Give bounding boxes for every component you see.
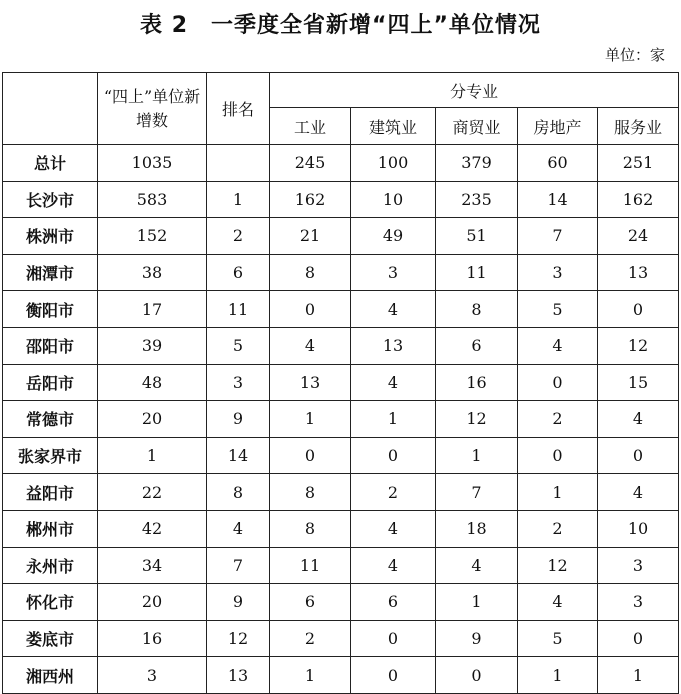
- table-row: [3, 584, 679, 621]
- table-row: [3, 510, 679, 547]
- region-cell: 总计: [3, 145, 98, 182]
- table-row: [3, 620, 679, 657]
- industry-value-cell: 3: [598, 584, 679, 621]
- total-cell: 22: [98, 474, 207, 511]
- industry-value-cell: 1: [518, 657, 598, 694]
- industry-value-cell: 1: [351, 401, 436, 438]
- industry-value-cell: 8: [270, 474, 351, 511]
- industry-value-cell: 3: [351, 254, 436, 291]
- region-cell: 岳阳市: [3, 364, 98, 401]
- industry-value-cell: 4: [598, 474, 679, 511]
- industry-value-cell: 2: [351, 474, 436, 511]
- industry-value-cell: 1: [270, 401, 351, 438]
- industry-value-cell: 0: [518, 364, 598, 401]
- industry-header-construction: 建筑业: [351, 108, 436, 145]
- total-cell: 3: [98, 657, 207, 694]
- industry-value-cell: 3: [598, 547, 679, 584]
- industry-value-cell: 245: [270, 145, 351, 182]
- total-cell: 34: [98, 547, 207, 584]
- industry-value-cell: 7: [436, 474, 518, 511]
- industry-value-cell: 2: [518, 401, 598, 438]
- industry-value-cell: 12: [436, 401, 518, 438]
- region-cell: 常德市: [3, 401, 98, 438]
- industry-value-cell: 13: [270, 364, 351, 401]
- total-cell: 16: [98, 620, 207, 657]
- table-row: [3, 401, 679, 438]
- industry-value-cell: 0: [351, 657, 436, 694]
- rank-cell: 13: [207, 657, 270, 694]
- table-title: 表 2 一季度全省新增“四上”单位情况: [140, 13, 541, 38]
- table-row: [3, 218, 679, 255]
- industry-value-cell: 24: [598, 218, 679, 255]
- industry-value-cell: 6: [351, 584, 436, 621]
- industry-header-real-estate: 房地产: [518, 108, 598, 145]
- industry-value-cell: 12: [518, 547, 598, 584]
- industry-value-cell: 1: [598, 657, 679, 694]
- industry-value-cell: 0: [351, 437, 436, 474]
- region-cell: 湘西州: [3, 657, 98, 694]
- industry-value-cell: 9: [436, 620, 518, 657]
- total-cell: 48: [98, 364, 207, 401]
- total-cell: 583: [98, 181, 207, 218]
- industry-value-cell: 235: [436, 181, 518, 218]
- industry-value-cell: 8: [436, 291, 518, 328]
- industry-value-cell: 0: [598, 437, 679, 474]
- industry-value-cell: 12: [598, 327, 679, 364]
- industry-value-cell: 4: [351, 510, 436, 547]
- table-row: [3, 327, 679, 364]
- region-cell: 永州市: [3, 547, 98, 584]
- region-cell: 衡阳市: [3, 291, 98, 328]
- table-row: [3, 437, 679, 474]
- table-row: [3, 254, 679, 291]
- region-cell: 长沙市: [3, 181, 98, 218]
- unit-label: 单位：家: [604, 46, 665, 64]
- table-body: [3, 145, 679, 694]
- new-units-header: “四上”单位新增数: [98, 73, 207, 145]
- rank-header: 排名: [207, 73, 270, 145]
- industry-value-cell: 0: [270, 291, 351, 328]
- table-row: [3, 181, 679, 218]
- industry-value-cell: 8: [270, 254, 351, 291]
- industry-value-cell: 15: [598, 364, 679, 401]
- industry-value-cell: 379: [436, 145, 518, 182]
- industry-value-cell: 1: [436, 437, 518, 474]
- industry-value-cell: 4: [351, 291, 436, 328]
- industry-value-cell: 0: [270, 437, 351, 474]
- region-cell: 娄底市: [3, 620, 98, 657]
- industry-value-cell: 4: [518, 584, 598, 621]
- industry-value-cell: 5: [518, 291, 598, 328]
- industry-value-cell: 6: [270, 584, 351, 621]
- industry-value-cell: 14: [518, 181, 598, 218]
- region-cell: 邵阳市: [3, 327, 98, 364]
- industry-value-cell: 49: [351, 218, 436, 255]
- industry-value-cell: 8: [270, 510, 351, 547]
- total-cell: 42: [98, 510, 207, 547]
- industry-value-cell: 11: [436, 254, 518, 291]
- region-cell: 怀化市: [3, 584, 98, 621]
- rank-cell: 9: [207, 401, 270, 438]
- rank-cell: [207, 145, 270, 182]
- industry-value-cell: 4: [436, 547, 518, 584]
- rank-cell: 8: [207, 474, 270, 511]
- table-row: [3, 364, 679, 401]
- rank-cell: 14: [207, 437, 270, 474]
- table-row: [3, 145, 679, 182]
- table-row: [3, 291, 679, 328]
- industry-value-cell: 6: [436, 327, 518, 364]
- industry-header-services: 服务业: [598, 108, 679, 145]
- industry-value-cell: 10: [598, 510, 679, 547]
- industry-value-cell: 60: [518, 145, 598, 182]
- total-cell: 152: [98, 218, 207, 255]
- industry-header-industrial: 工业: [270, 108, 351, 145]
- industry-value-cell: 100: [351, 145, 436, 182]
- industry-value-cell: 0: [518, 437, 598, 474]
- industry-value-cell: 2: [270, 620, 351, 657]
- industry-value-cell: 0: [598, 291, 679, 328]
- region-header-cell: [3, 73, 98, 145]
- industry-value-cell: 18: [436, 510, 518, 547]
- region-cell: 益阳市: [3, 474, 98, 511]
- industry-value-cell: 51: [436, 218, 518, 255]
- rank-cell: 3: [207, 364, 270, 401]
- industry-value-cell: 0: [598, 620, 679, 657]
- industry-value-cell: 1: [518, 474, 598, 511]
- total-cell: 1: [98, 437, 207, 474]
- industry-value-cell: 11: [270, 547, 351, 584]
- industry-value-cell: 4: [518, 327, 598, 364]
- industry-value-cell: 162: [598, 181, 679, 218]
- total-cell: 17: [98, 291, 207, 328]
- region-cell: 株洲市: [3, 218, 98, 255]
- industry-header-commerce: 商贸业: [436, 108, 518, 145]
- region-cell: 张家界市: [3, 437, 98, 474]
- rank-cell: 7: [207, 547, 270, 584]
- by-industry-header: 分专业: [270, 73, 679, 108]
- region-cell: 湘潭市: [3, 254, 98, 291]
- data-table: [2, 72, 679, 694]
- total-cell: 1035: [98, 145, 207, 182]
- industry-value-cell: 13: [351, 327, 436, 364]
- table-row: [3, 547, 679, 584]
- table-row: [3, 474, 679, 511]
- industry-value-cell: 5: [518, 620, 598, 657]
- industry-value-cell: 1: [270, 657, 351, 694]
- rank-cell: 11: [207, 291, 270, 328]
- industry-value-cell: 0: [351, 620, 436, 657]
- industry-value-cell: 4: [351, 547, 436, 584]
- industry-value-cell: 1: [436, 584, 518, 621]
- industry-value-cell: 13: [598, 254, 679, 291]
- industry-value-cell: 4: [351, 364, 436, 401]
- industry-value-cell: 4: [270, 327, 351, 364]
- total-cell: 39: [98, 327, 207, 364]
- region-cell: 郴州市: [3, 510, 98, 547]
- industry-value-cell: 162: [270, 181, 351, 218]
- industry-value-cell: 7: [518, 218, 598, 255]
- rank-cell: 5: [207, 327, 270, 364]
- rank-cell: 4: [207, 510, 270, 547]
- total-cell: 38: [98, 254, 207, 291]
- total-cell: 20: [98, 584, 207, 621]
- industry-value-cell: 21: [270, 218, 351, 255]
- rank-cell: 12: [207, 620, 270, 657]
- industry-value-cell: 4: [598, 401, 679, 438]
- rank-cell: 9: [207, 584, 270, 621]
- industry-value-cell: 3: [518, 254, 598, 291]
- industry-value-cell: 2: [518, 510, 598, 547]
- industry-value-cell: 16: [436, 364, 518, 401]
- rank-cell: 6: [207, 254, 270, 291]
- table-row: [3, 657, 679, 694]
- rank-cell: 1: [207, 181, 270, 218]
- industry-value-cell: 251: [598, 145, 679, 182]
- industry-value-cell: 0: [436, 657, 518, 694]
- industry-value-cell: 10: [351, 181, 436, 218]
- rank-cell: 2: [207, 218, 270, 255]
- total-cell: 20: [98, 401, 207, 438]
